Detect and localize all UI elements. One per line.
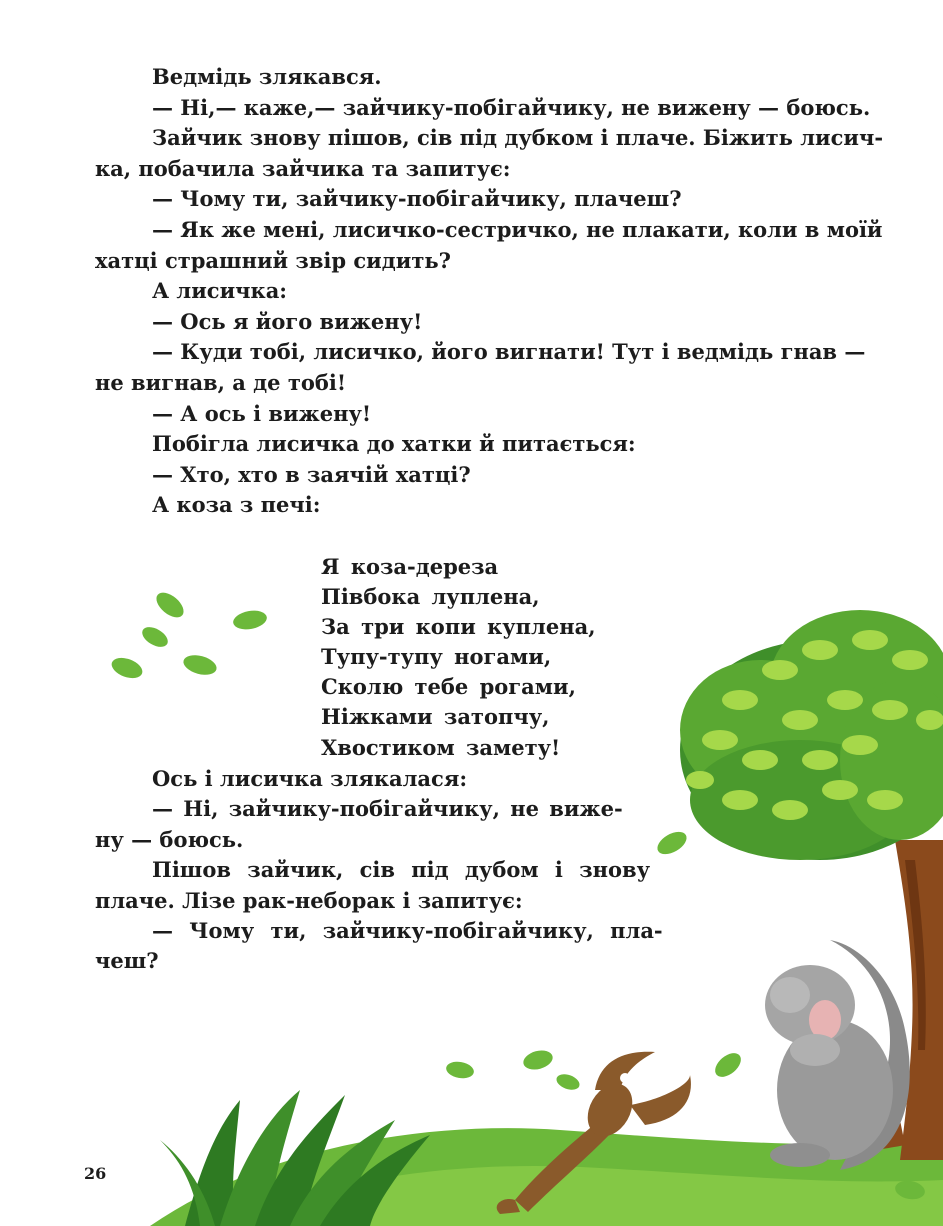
text-line: не вигнав, а де тобі! <box>95 369 347 395</box>
crayfish-icon <box>497 1052 691 1214</box>
text-line: Побігла лисичка до хатки й питається: <box>152 431 636 457</box>
text-line: — Ні, зайчику-побігайчику, не виже- <box>152 796 623 822</box>
text-line: чеш? <box>95 948 159 974</box>
text-line: плаче. Лізе рак-неборак і запитує: <box>95 887 523 913</box>
verse-line: Півбока луплена, <box>321 584 540 610</box>
text-line: А коза з печі: <box>152 492 321 518</box>
verse-line: Сколю тебе рогами, <box>321 674 576 700</box>
text-line: — Ось я його вижену! <box>152 308 423 334</box>
text-line: — Чому ти, зайчику-побігайчику, пла- <box>152 918 663 944</box>
text-line: Ведмідь злякався. <box>152 64 382 89</box>
tree-icon <box>680 610 943 1160</box>
text-line: — Ні,— каже,— зайчику-побігайчику, не вижену — боюсь. <box>152 94 871 120</box>
text-line: Зайчик знову пішов, сів під дубком і плаче. Біжить лисич- <box>152 125 884 151</box>
page-number: 26 <box>84 1164 107 1183</box>
verse-line: Хвостиком замету! <box>321 734 561 760</box>
verse-line: Я коза-дереза <box>321 554 499 579</box>
green-hill-icon <box>150 1128 943 1226</box>
text-line: — А ось і вижену! <box>152 400 372 426</box>
text-line: ка, побачила зайчика та запитує: <box>95 155 511 181</box>
grass-icon <box>160 1090 430 1226</box>
text-line: А лисичка: <box>152 278 288 304</box>
text-line: хатці страшний звір сидить? <box>95 247 451 273</box>
verse-poem <box>321 552 596 763</box>
text-line: ну — боюсь. <box>95 826 244 852</box>
text-line: Ось і лисичка злякалася: <box>152 766 468 791</box>
text-line: — Хто, хто в заячій хатці? <box>152 461 471 487</box>
story-text-bottom <box>95 764 663 977</box>
text-line: — Чому ти, зайчику-побігайчику, плачеш? <box>152 186 682 212</box>
squirrel-icon <box>765 940 910 1170</box>
text-line: Пішов зайчик, сів під дубом і знову <box>152 857 651 883</box>
story-text-top <box>95 62 884 521</box>
verse-line: Тупу-тупу ногами, <box>321 644 552 670</box>
text-line: — Як же мені, лисичко-сестричко, не плакати, коли в моїй <box>152 216 883 242</box>
verse-line: Ніжками затопчу, <box>321 704 550 730</box>
verse-line: За три копи куплена, <box>321 614 596 640</box>
text-line: — Куди тобі, лисичко, його вигнати! Тут і ведмідь гнав — <box>152 339 866 365</box>
